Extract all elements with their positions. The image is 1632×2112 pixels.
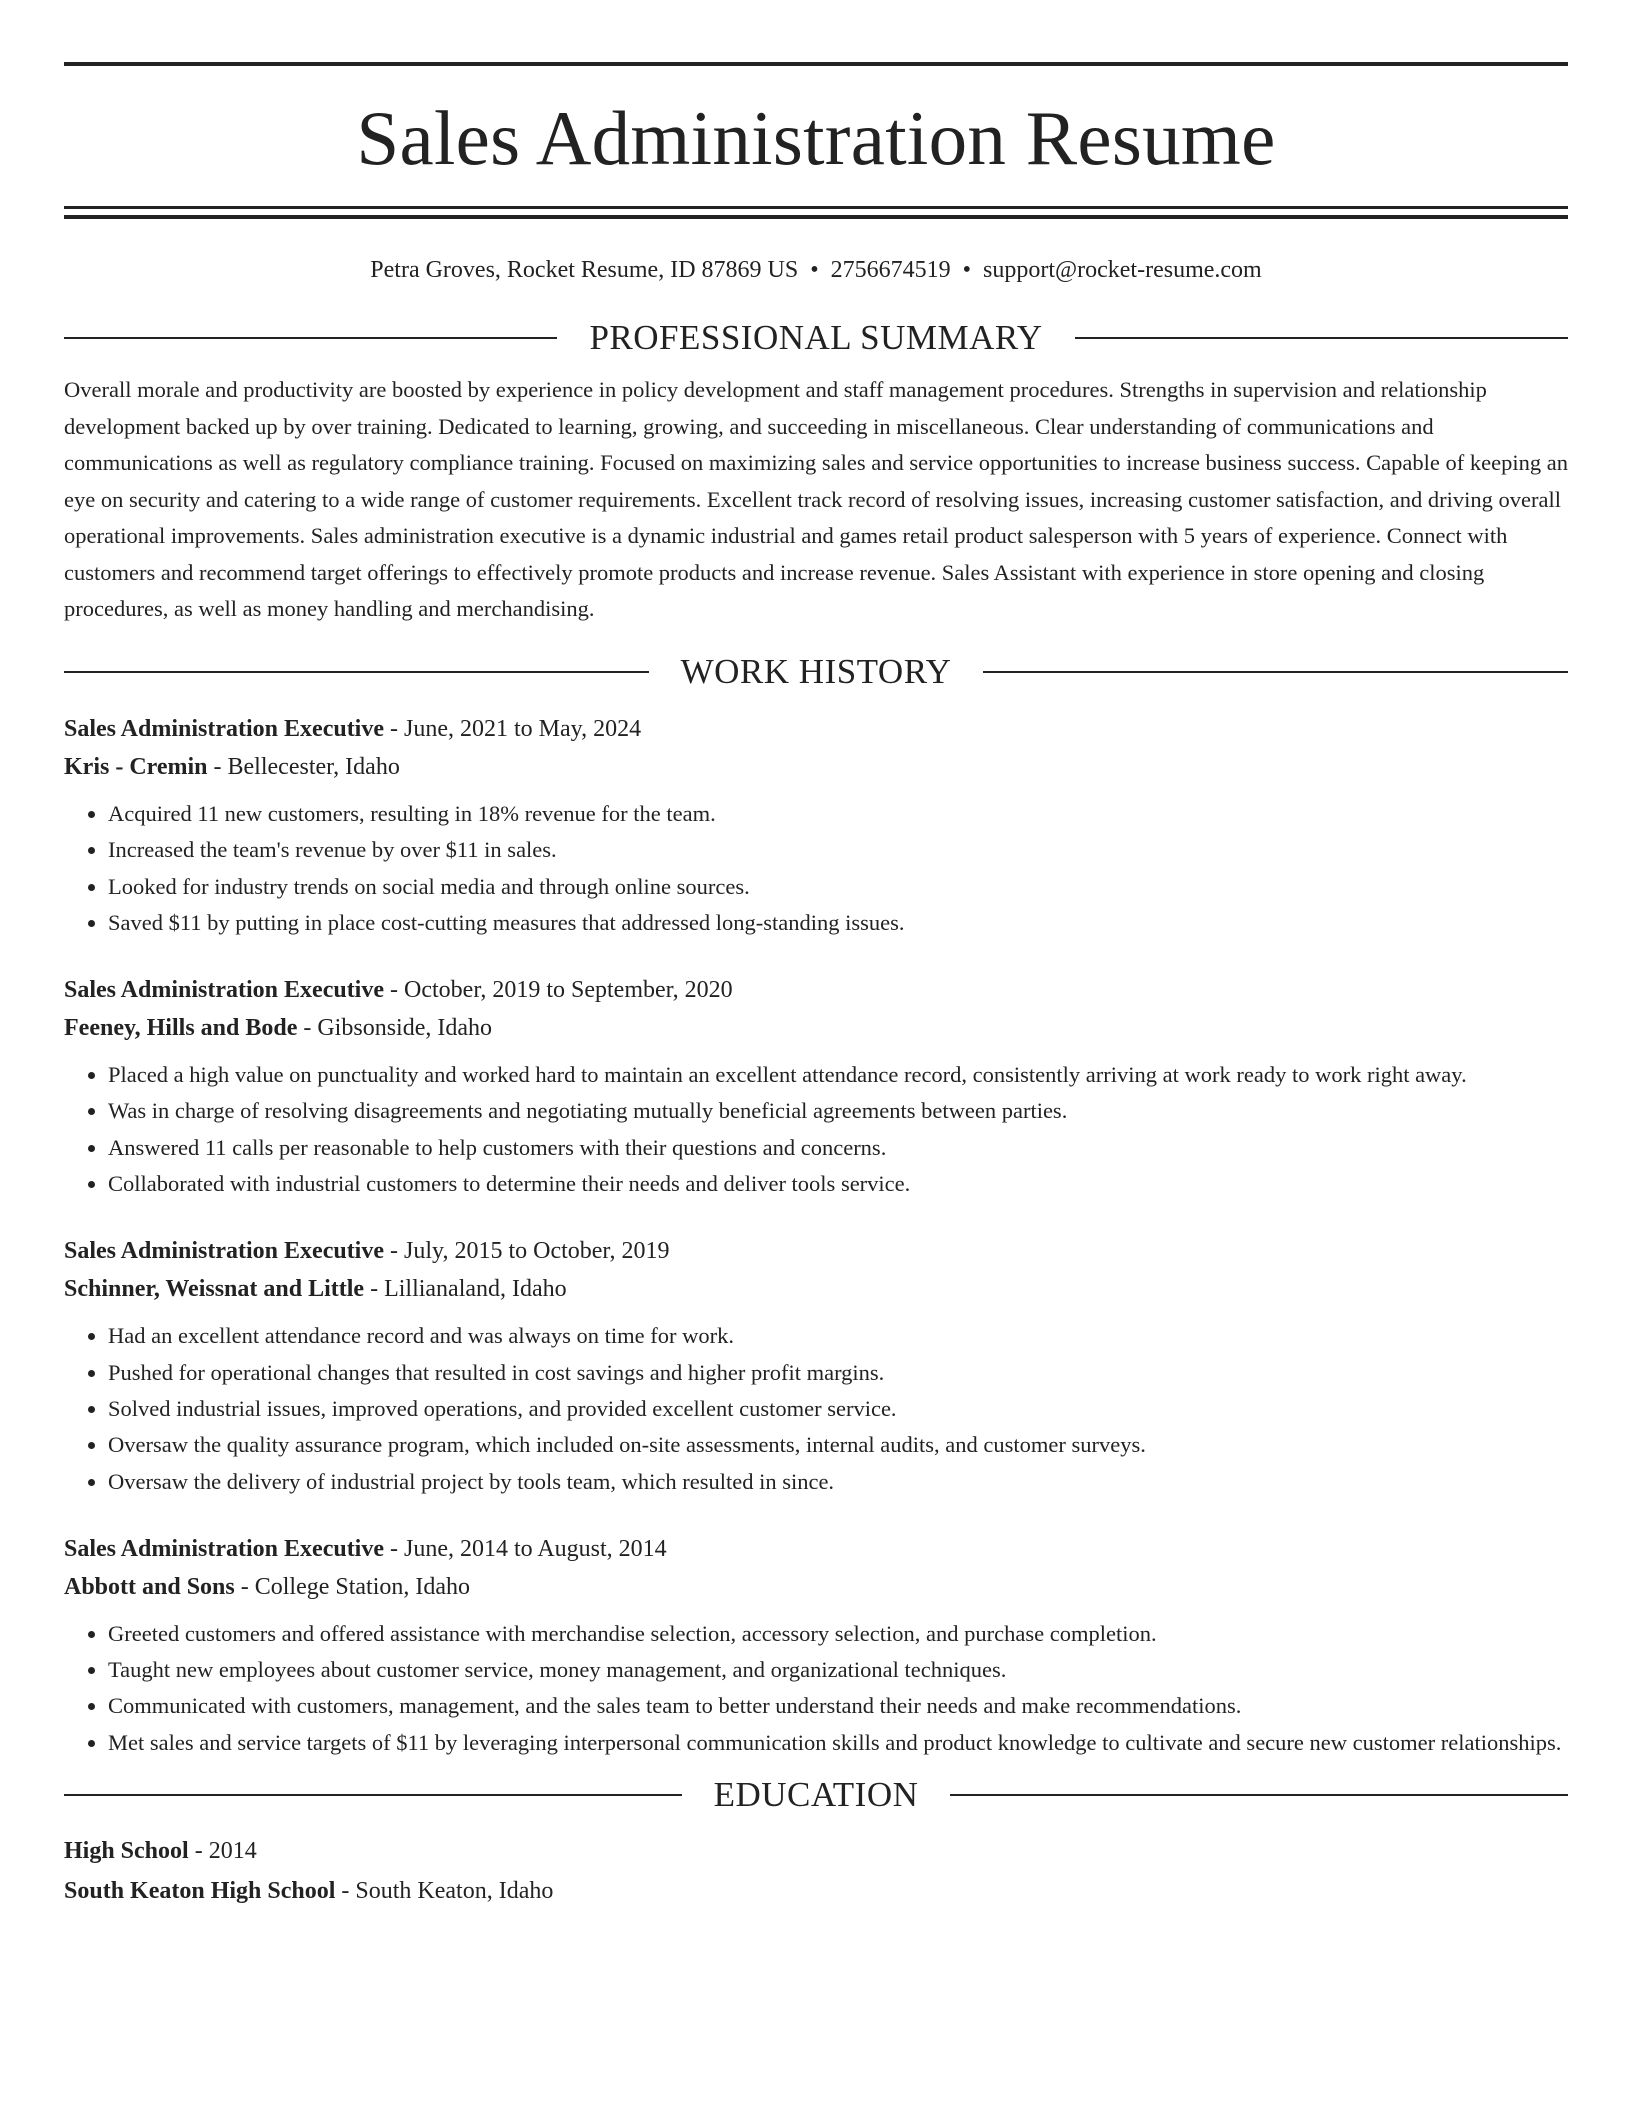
title-double-rule [64, 206, 1568, 219]
contact-email: support@rocket-resume.com [983, 257, 1262, 283]
section-title: WORK HISTORY [680, 652, 952, 691]
education-degree: High School [64, 1838, 189, 1865]
job-bullets [64, 1057, 1568, 1202]
list-item: • Taught new employees about customer service, money management, and organizational techniques. [108, 1652, 1568, 1688]
job-dates: - July, 2015 to October, 2019 [384, 1238, 670, 1265]
job-location: - Gibsonside, Idaho [297, 1015, 492, 1042]
education-degree-line [64, 1831, 1568, 1871]
section-title: EDUCATION [713, 1775, 919, 1815]
job-dates: - June, 2021 to May, 2024 [384, 716, 642, 742]
job-title-line [64, 1530, 1568, 1568]
list-item: • Collaborated with industrial customers to determine their needs and deliver tools service. [108, 1166, 1568, 1202]
job-bullets [64, 1318, 1568, 1499]
education-school-line [64, 1871, 1568, 1911]
contact-phone: 2756674519 [830, 257, 951, 283]
job-bullets [64, 796, 1568, 941]
job-location: - College Station, Idaho [234, 1573, 471, 1600]
job-bullets [64, 1616, 1568, 1761]
contact-line [64, 254, 1568, 286]
heading-rule-right [950, 1794, 1568, 1796]
list-item: • Answered 11 calls per reasonable to help customers with their questions and concerns. [108, 1130, 1568, 1166]
page-title: Sales Administration Resume [356, 95, 1276, 181]
job-title: Sales Administration Executive [64, 1238, 385, 1265]
contact-separator: • [962, 257, 972, 283]
section-heading-summary [64, 316, 1568, 360]
job-company-line [64, 1568, 1568, 1606]
job-company-line [64, 1009, 1568, 1047]
section-title: PROFESSIONAL SUMMARY [589, 318, 1043, 357]
heading-rule-right [983, 671, 1568, 673]
list-item: • Was in charge of resolving disagreements and negotiating mutually beneficial agreements between parties. [108, 1093, 1568, 1129]
list-item: • Met sales and service targets of $11 by leveraging interpersonal communication skills and product knowledge to cultivate and secure new customer relationships. [108, 1725, 1568, 1761]
job-entry [64, 710, 1568, 941]
job-dates: - October, 2019 to September, 2020 [384, 977, 733, 1004]
top-rule [64, 62, 1568, 66]
job-title: Sales Administration Executive [64, 716, 385, 742]
heading-rule-right [1075, 337, 1568, 339]
education-location: - South Keaton, Idaho [335, 1878, 554, 1905]
list-item: • Acquired 11 new customers, resulting in 18% revenue for the team. [108, 796, 1568, 832]
job-title-line [64, 710, 1568, 748]
job-entry [64, 1232, 1568, 1499]
job-entry [64, 971, 1568, 1202]
job-dates: - June, 2014 to August, 2014 [384, 1535, 667, 1562]
job-location: - Lillianaland, Idaho [364, 1276, 567, 1303]
list-item: • Communicated with customers, management, and the sales team to better understand their needs and make recommendations. [108, 1688, 1568, 1724]
job-location: - Bellecester, Idaho [207, 754, 400, 780]
contact-name-address: Petra Groves, Rocket Resume, ID 87869 US [370, 257, 799, 283]
education-year: - 2014 [188, 1838, 257, 1865]
list-item: • Increased the team's revenue by over $11 in sales. [108, 832, 1568, 868]
section-heading-work [64, 650, 1568, 694]
job-company: Abbott and Sons [64, 1573, 235, 1600]
list-item: • Saved $11 by putting in place cost-cutting measures that addressed long-standing issues. [108, 905, 1568, 941]
heading-rule-left [64, 1794, 682, 1796]
list-item: • Had an excellent attendance record and was always on time for work. [108, 1318, 1568, 1354]
contact-separator: • [810, 257, 819, 283]
job-company-line [64, 1270, 1568, 1308]
job-title: Sales Administration Executive [64, 977, 385, 1004]
list-item: • Oversaw the quality assurance program, which included on-site assessments, internal audits, and customer surveys. [108, 1427, 1568, 1463]
list-item: • Solved industrial issues, improved operations, and provided excellent customer service. [108, 1391, 1568, 1427]
summary-paragraph: Overall morale and productivity are boosted by experience in policy development and staff management procedures. Strengths in supervision and relationship development backed up by over training. Dedicated to learning, growing, and succeeding in miscellaneous. Clear understanding of communications and communications as well as regulatory compliance training. Focused on maximizing sales and service opportunities to increase business success. Capable of keeping an eye on security and catering to a wide range of customer requirements. Excellent track record of resolving issues, increasing customer satisfaction, and driving overall operational improvements. Sales administration executive is a dynamic industrial and games retail product salesperson with 5 years of experience. Connect with customers and recommend target offerings to effectively promote products and increase revenue. Sales Assistant with experience in store opening and closing procedures, as well as money handling and merchandising. [64, 377, 1568, 621]
job-company: Schinner, Weissnat and Little [64, 1276, 365, 1303]
list-item: • Pushed for operational changes that resulted in cost savings and higher profit margins. [108, 1355, 1568, 1391]
job-title: Sales Administration Executive [64, 1535, 385, 1562]
list-item: • Placed a high value on punctuality and worked hard to maintain an excellent attendance record, consistently arriving at work ready to work right away. [108, 1057, 1568, 1093]
list-item: • Oversaw the delivery of industrial project by tools team, which resulted in since. [108, 1464, 1568, 1500]
list-item: • Looked for industry trends on social media and through online sources. [108, 869, 1568, 905]
section-heading-education [64, 1773, 1568, 1817]
job-title-line [64, 971, 1568, 1009]
job-entry [64, 1530, 1568, 1761]
heading-rule-left [64, 671, 649, 673]
job-company: Feeney, Hills and Bode [64, 1015, 298, 1042]
job-company-line [64, 748, 1568, 786]
heading-rule-left [64, 337, 557, 339]
education-school: South Keaton High School [64, 1878, 336, 1905]
list-item: • Greeted customers and offered assistance with merchandise selection, accessory selection, and purchase completion. [108, 1616, 1568, 1652]
job-company: Kris - Cremin [64, 754, 208, 780]
education-entry [64, 1831, 1568, 1911]
job-title-line [64, 1232, 1568, 1270]
